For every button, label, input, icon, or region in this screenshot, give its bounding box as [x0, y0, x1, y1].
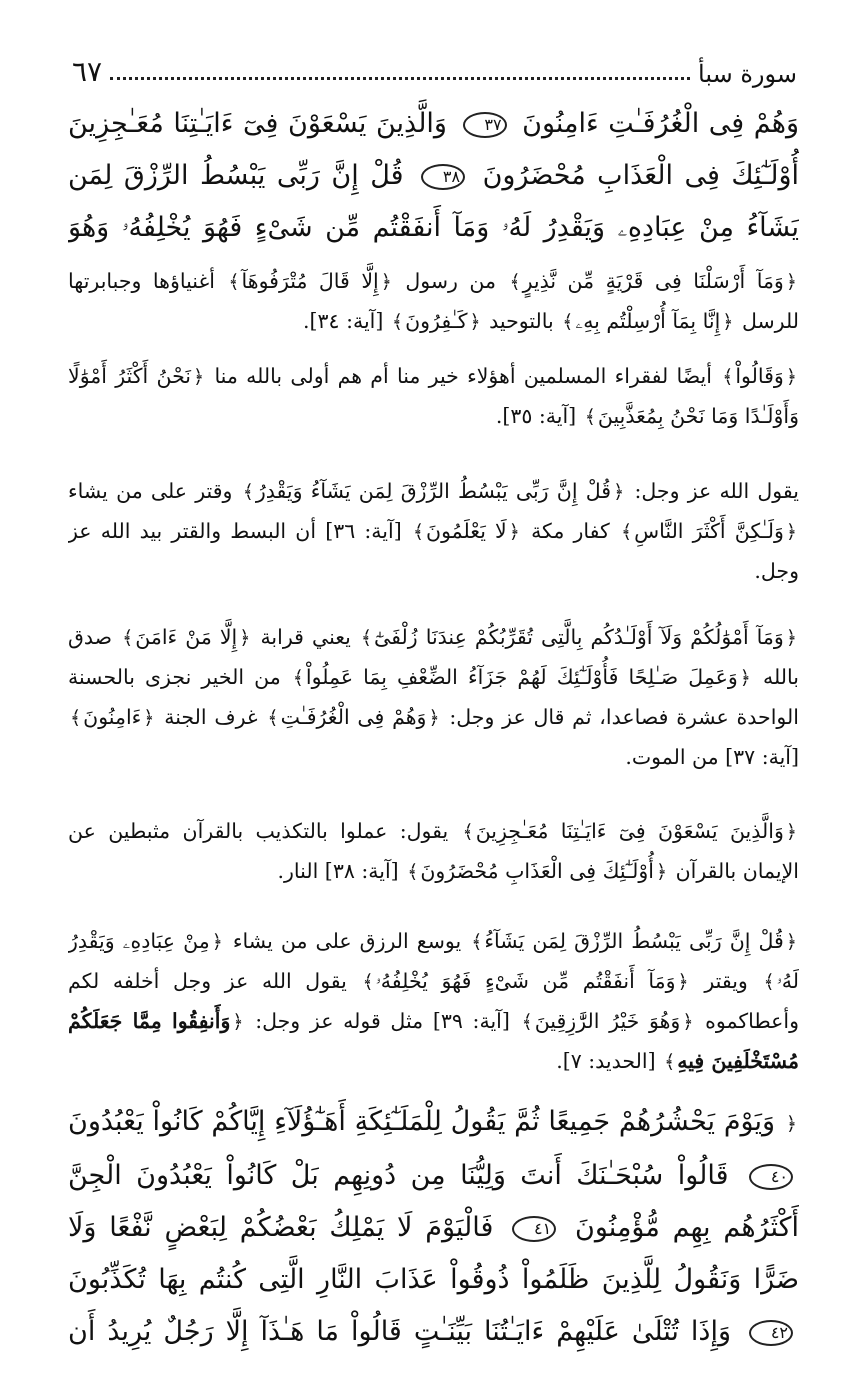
verse-number-42: ٤٢ [749, 1320, 793, 1346]
bracket-glyph: ﴿ [785, 821, 797, 843]
bracket-glyph: ﴾ [407, 861, 419, 883]
commentary-text: يقول الله عز وجل أخلفه لكم وأعطاكموه [68, 969, 799, 1033]
bracket-glyph: ﴿ [211, 931, 223, 953]
bracket-glyph: ﴾ [391, 311, 404, 333]
quote-text: وَالَّذِينَ يَسْعَوْنَ فِىٓ ءَايَـٰتِنَا مُعَـٰجِزِينَ [475, 819, 784, 843]
quote-text: نَحْنُ أَكْثَرُ أَمْوَٰلًا وَأَوْلَـٰدًا وَمَا نَحْنُ بِمُعَذَّبِينَ [68, 364, 799, 428]
quote-text: وَهُمْ فِى الْغُرُفَـٰتِ [280, 705, 427, 729]
commentary-text: من الخير نجزى بالحسنة الواحدة عشرة فصاعدا، ثم قال عز وجل: [68, 665, 799, 729]
commentary-text: [آية: ٣٥]. [495, 404, 577, 428]
quote-text: وَلَـٰكِنَّ أَكْثَرَ النَّاسِ [634, 519, 784, 543]
commentary-text: ويقتر [704, 969, 748, 993]
commentary-verse-37 [68, 618, 799, 778]
verse-41: قَالُواْ سُبْحَـٰنَكَ أَنتَ وَلِيُّنَا مِن دُونِهِم بَلْ كَانُواْ يَعْبُدُونَ الْجِنَّ أَكْثَرُهُم بِهِم مُّؤْمِنُونَ [68, 1160, 799, 1243]
quran-verses-top [68, 98, 799, 256]
bracket-glyph: ﴾ [584, 406, 596, 428]
quote-text: وَعَمِلَ صَـٰلِحًا فَأُوْلَـٰٓئِكَ لَهُمْ جَزَآءُ الضِّعْفِ بِمَا عَمِلُواْ [305, 665, 738, 689]
commentary-text: يقول الله عز وجل: [634, 479, 799, 503]
bracket-glyph: ﴾ [664, 1051, 676, 1073]
verse-39: قُلْ إِنَّ رَبِّى يَبْسُطُ الرِّزْقَ لِمَن يَشَآءُ مِنْ عِبَادِهِۦ وَيَقْدِرُ لَهُۥ وَمَآ أَنفَقْتُم مِّن شَىْءٍ فَهُوَ يُخْلِفُهُۥ وَهُوَ [68, 160, 799, 243]
bracket-glyph: ﴾ [471, 931, 483, 953]
bracket-glyph: ﴾ [462, 821, 474, 843]
bracket-glyph: ﴾ [509, 271, 521, 293]
verse-number-40: ٤٠ [749, 1164, 793, 1190]
quote-text: إِلَّا قَالَ مُتْرَفُوهَآ [241, 269, 379, 293]
bracket-glyph: ﴿ [785, 521, 797, 543]
commentary-text: غرف الجنة [164, 705, 258, 729]
quote-text: وَمَآ أَمْوَٰلُكُمْ وَلَآ أَوْلَـٰدُكُم بِالَّتِى تُقَرِّبُكُمْ عِندَنَا زُلْفَىٰٓ [374, 625, 784, 649]
bracket-glyph: ﴿ [469, 311, 481, 333]
commentary-text: صدق بالله [68, 625, 799, 689]
bracket-glyph: ﴿ [785, 627, 797, 649]
quote-text: قُلْ إِنَّ رَبِّى يَبْسُطُ الرِّزْقَ لِمَن يَشَآءُ [484, 929, 784, 953]
verse-38: وَالَّذِينَ يَسْعَوْنَ فِىٓ ءَايَـٰتِنَا مُعَـٰجِزِينَ أُوْلَـٰٓئِكَ فِى الْعَذَابِ مُحْضَرُونَ [68, 108, 799, 191]
quote-text: وَقَالُواْ [735, 364, 784, 388]
commentary-text: [آية: ٣٤]. [303, 309, 384, 333]
commentary-text: [آية: ٣٧] من الموت. [625, 745, 799, 769]
quote-text: لَا يَعْلَمُونَ [426, 519, 507, 543]
verse-number-37: ٣٧ [463, 112, 507, 138]
bracket-glyph: ﴿ [232, 1011, 244, 1033]
quote-text: أُوْلَـٰٓئِكَ فِى الْعَذَابِ مُحْضَرُونَ [420, 859, 654, 883]
bracket-glyph: ﴿ [380, 271, 392, 293]
bracket-glyph: ﴾ [722, 366, 734, 388]
commentary-text: [آية: ٣٩] مثل قوله عز وجل: [255, 1009, 510, 1033]
bracket-glyph: ﴿ [785, 366, 797, 388]
bracket-glyph: ﴿ [655, 861, 668, 883]
bracket-glyph: ﴾ [70, 707, 82, 729]
commentary-verse-38 [68, 812, 799, 894]
bracket-glyph: ﴿ [785, 931, 797, 953]
bracket-glyph: ﴾ [362, 971, 374, 993]
bracket-glyph: ﴾ [521, 1011, 533, 1033]
quote-text: وَمَآ أَرْسَلْنَا فِى قَرْيَةٍ مِّن نَّذِيرٍ [522, 269, 784, 293]
verse-40: وَيَوْمَ يَحْشُرُهُمْ جَمِيعًا ثُمَّ يَقُولُ لِلْمَلَـٰٓئِكَةِ أَهَـٰٓؤُلَآءِ إِيَّاكُمْ كَانُواْ يَعْبُدُونَ [68, 1106, 776, 1137]
bracket-glyph: ﴿ [143, 707, 155, 729]
commentary-text: أيضًا لفقراء المسلمين أهؤلاء خير منا أم هم أولى بالله منا [214, 364, 712, 388]
verse-43: وَإِذَا تُتْلَىٰ عَلَيْهِمْ ءَايَـٰتُنَا بَيِّنَـٰتٍ قَالُواْ مَا هَـٰذَآ إِلَّا رَجُلٌ يُرِيدُ أَن [68, 1316, 731, 1347]
commentary-text: [آية: ٣٨] النار. [277, 859, 399, 883]
bracket-glyph: ﴿ [682, 1011, 694, 1033]
bracket-glyph: ﴿ [613, 481, 625, 503]
commentary-verse-36 [68, 472, 799, 592]
bracket-glyph: ﴿ [239, 627, 251, 649]
header-dotted-leader [110, 76, 690, 80]
bracket-glyph: ﴾ [620, 521, 633, 543]
verse-number-38: ٣٨ [421, 164, 465, 190]
bracket-glyph: ﴾ [267, 707, 279, 729]
commentary-text: [الحديد: ٧]. [556, 1049, 656, 1073]
commentary-text: يوسع الرزق على من يشاء [232, 929, 462, 953]
quote-text: وَهُوَ خَيْرُ الرَّٰزِقِينَ [534, 1009, 681, 1033]
bracket-glyph: ﴾ [360, 627, 373, 649]
bracket-glyph: ﴾ [562, 311, 574, 333]
page-header [72, 44, 797, 88]
commentary-verse-34 [68, 262, 799, 346]
commentary-text: يقول: عملوا بالتكذيب بالقرآن مثبطين عن الإيمان بالقرآن [68, 819, 799, 883]
bracket-glyph: ﴿ [722, 311, 734, 333]
commentary-verse-35 [68, 357, 799, 441]
bracket-glyph: ﴿ [193, 366, 205, 388]
quote-text: ءَامِنُونَ [83, 705, 142, 729]
bracket-glyph: ﴾ [228, 271, 240, 293]
bracket-glyph: ﴿ [785, 1113, 797, 1135]
bracket-glyph: ﴿ [428, 707, 440, 729]
commentary-text: بالتوحيد [489, 309, 554, 333]
bracket-glyph: ﴿ [677, 971, 689, 993]
commentary-text: كفار مكة [531, 519, 610, 543]
verse-number-41: ٤١ [512, 1216, 556, 1242]
quote-text-bold: وَأَنفِقُوا مِمَّا جَعَلَكُمْ مُسْتَخْلَفِينَ فِيهِ [68, 1009, 799, 1073]
bracket-glyph: ﴿ [785, 271, 797, 293]
bracket-glyph: ﴾ [242, 481, 254, 503]
quote-text: إِلَّا مَنْ ءَامَنَ [135, 625, 238, 649]
commentary-text: أغنياؤها وجبابرتها للرسل [68, 269, 799, 333]
bracket-glyph: ﴾ [412, 521, 425, 543]
quote-text: قُلْ إِنَّ رَبِّى يَبْسُطُ الرِّزْقَ لِمَن يَشَآءُ وَيَقْدِرُ [255, 479, 612, 503]
quote-text: مِنْ عِبَادِهِۦ وَيَقْدِرُ لَهُۥ [68, 929, 799, 993]
page-number: ٦٧ [72, 55, 103, 88]
bracket-glyph: ﴿ [739, 667, 751, 689]
bracket-glyph: ﴿ [508, 521, 520, 543]
verse-37-end: وَهُمْ فِى الْغُرُفَـٰتِ ءَامِنُونَ [522, 108, 799, 139]
bracket-glyph: ﴾ [292, 667, 304, 689]
commentary-text: [آية: ٣٦] أن البسط والقتر بيد الله عز وجل. [68, 519, 799, 583]
quote-text: إِنَّا بِمَآ أُرْسِلْتُم بِهِۦ [575, 309, 721, 333]
commentary-text: وقتر على من يشاء [68, 479, 233, 503]
commentary-text: من رسول [405, 269, 496, 293]
bracket-glyph: ﴾ [763, 971, 775, 993]
verse-42: فَالْيَوْمَ لَا يَمْلِكُ بَعْضُكُمْ لِبَعْضٍ نَّفْعًا وَلَا ضَرًّا وَنَقُولُ لِلَّذِينَ ظَلَمُواْ ذُوقُواْ عَذَابَ النَّارِ الَّتِى كُنتُم بِهَا تُكَذِّبُونَ [68, 1212, 799, 1295]
quote-text: كَـٰفِرُونَ [405, 309, 468, 333]
surah-title: سورة سبأ [698, 60, 797, 88]
bracket-glyph: ﴾ [122, 627, 134, 649]
commentary-verse-39 [68, 922, 799, 1084]
quote-text: وَمَآ أَنفَقْتُم مِّن شَىْءٍ فَهُوَ يُخْلِفُهُۥ [375, 969, 676, 993]
quran-verses-bottom [68, 1096, 799, 1356]
commentary-text: يعني قرابة [260, 625, 351, 649]
